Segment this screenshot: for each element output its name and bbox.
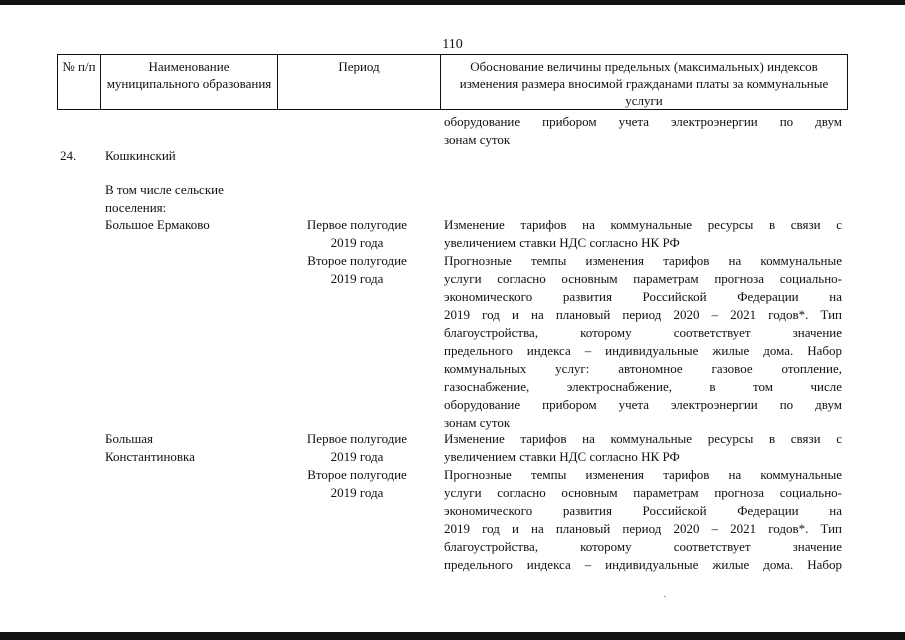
period-year: 2019 года bbox=[330, 485, 384, 500]
period-second-half: Второе полугодие bbox=[307, 253, 407, 268]
subheading-line: поселения: bbox=[105, 200, 167, 215]
period-year: 2019 года bbox=[330, 449, 384, 464]
basis-line: услуги согласно основным параметрам прогноза социально- bbox=[444, 271, 842, 286]
period-year: 2019 года bbox=[330, 235, 384, 250]
basis-line: коммунальных услуг: автономное газовое отопление, bbox=[444, 361, 842, 376]
basis-line: Прогнозные темпы изменения тарифов на коммунальные bbox=[444, 253, 842, 268]
basis-line: оборудование прибором учета электроэнергии по двум bbox=[444, 397, 842, 412]
period-second-half: Второе полугодие bbox=[307, 467, 407, 482]
basis-line: услуги согласно основным параметрам прогноза социально- bbox=[444, 485, 842, 500]
header-col-municipality: Наименование муниципального образования bbox=[101, 55, 278, 109]
basis-line: увеличением ставки НДС согласно НК РФ bbox=[444, 235, 680, 250]
basis-line: экономического развития Российской Федерации на bbox=[444, 289, 842, 304]
period-year: 2019 года bbox=[330, 271, 384, 286]
basis-line: Изменение тарифов на коммунальные ресурсы в связи с bbox=[444, 217, 842, 232]
municipality-name: Кошкинский bbox=[105, 148, 176, 163]
header-col-number: № п/п bbox=[58, 55, 101, 109]
basis-line: предельного индекса – индивидуальные жилые дома. Набор bbox=[444, 343, 842, 358]
settlement-name: Большое Ермаково bbox=[105, 217, 210, 232]
subheading-line: В том числе сельские bbox=[105, 182, 224, 197]
period-first-half: Первое полугодие bbox=[306, 431, 408, 446]
basis-line: предельного индекса – индивидуальные жилые дома. Набор bbox=[444, 557, 842, 572]
settlement-name: Константиновка bbox=[105, 449, 195, 464]
top-border bbox=[0, 0, 905, 5]
page-number: 110 bbox=[442, 37, 463, 52]
basis-line: благоустройства, которому соответствует значение bbox=[444, 539, 842, 554]
basis-line: экономического развития Российской Федерации на bbox=[444, 503, 842, 518]
bottom-border bbox=[0, 632, 905, 640]
settlement-name: Большая bbox=[105, 431, 153, 446]
table-header bbox=[57, 54, 848, 110]
basis-line: 2019 год и на плановый период 2020 – 2021 годов*. Тип bbox=[444, 307, 842, 322]
period-first-half: Первое полугодие bbox=[306, 217, 408, 232]
basis-line: 2019 год и на плановый период 2020 – 2021 годов*. Тип bbox=[444, 521, 842, 536]
basis-line: зонам суток bbox=[444, 415, 511, 430]
continuation-line: оборудование прибором учета электроэнергии по двум bbox=[444, 114, 842, 129]
basis-line: увеличением ставки НДС согласно НК РФ bbox=[444, 449, 680, 464]
basis-line: Изменение тарифов на коммунальные ресурсы в связи с bbox=[444, 431, 842, 446]
continuation-line: зонам суток bbox=[444, 132, 511, 147]
basis-line: газоснабжение, электроснабжение, в том числе bbox=[444, 379, 842, 394]
header-col-period: Период bbox=[278, 55, 441, 109]
header-col-basis: Обоснование величины предельных (максимальных) индексов изменения размера вносимой гражданами платы за коммунальные услуги bbox=[459, 59, 829, 108]
scan-speck bbox=[664, 596, 666, 597]
basis-line: Прогнозные темпы изменения тарифов на коммунальные bbox=[444, 467, 842, 482]
row-number: 24. bbox=[60, 148, 77, 163]
basis-line: благоустройства, которому соответствует значение bbox=[444, 325, 842, 340]
